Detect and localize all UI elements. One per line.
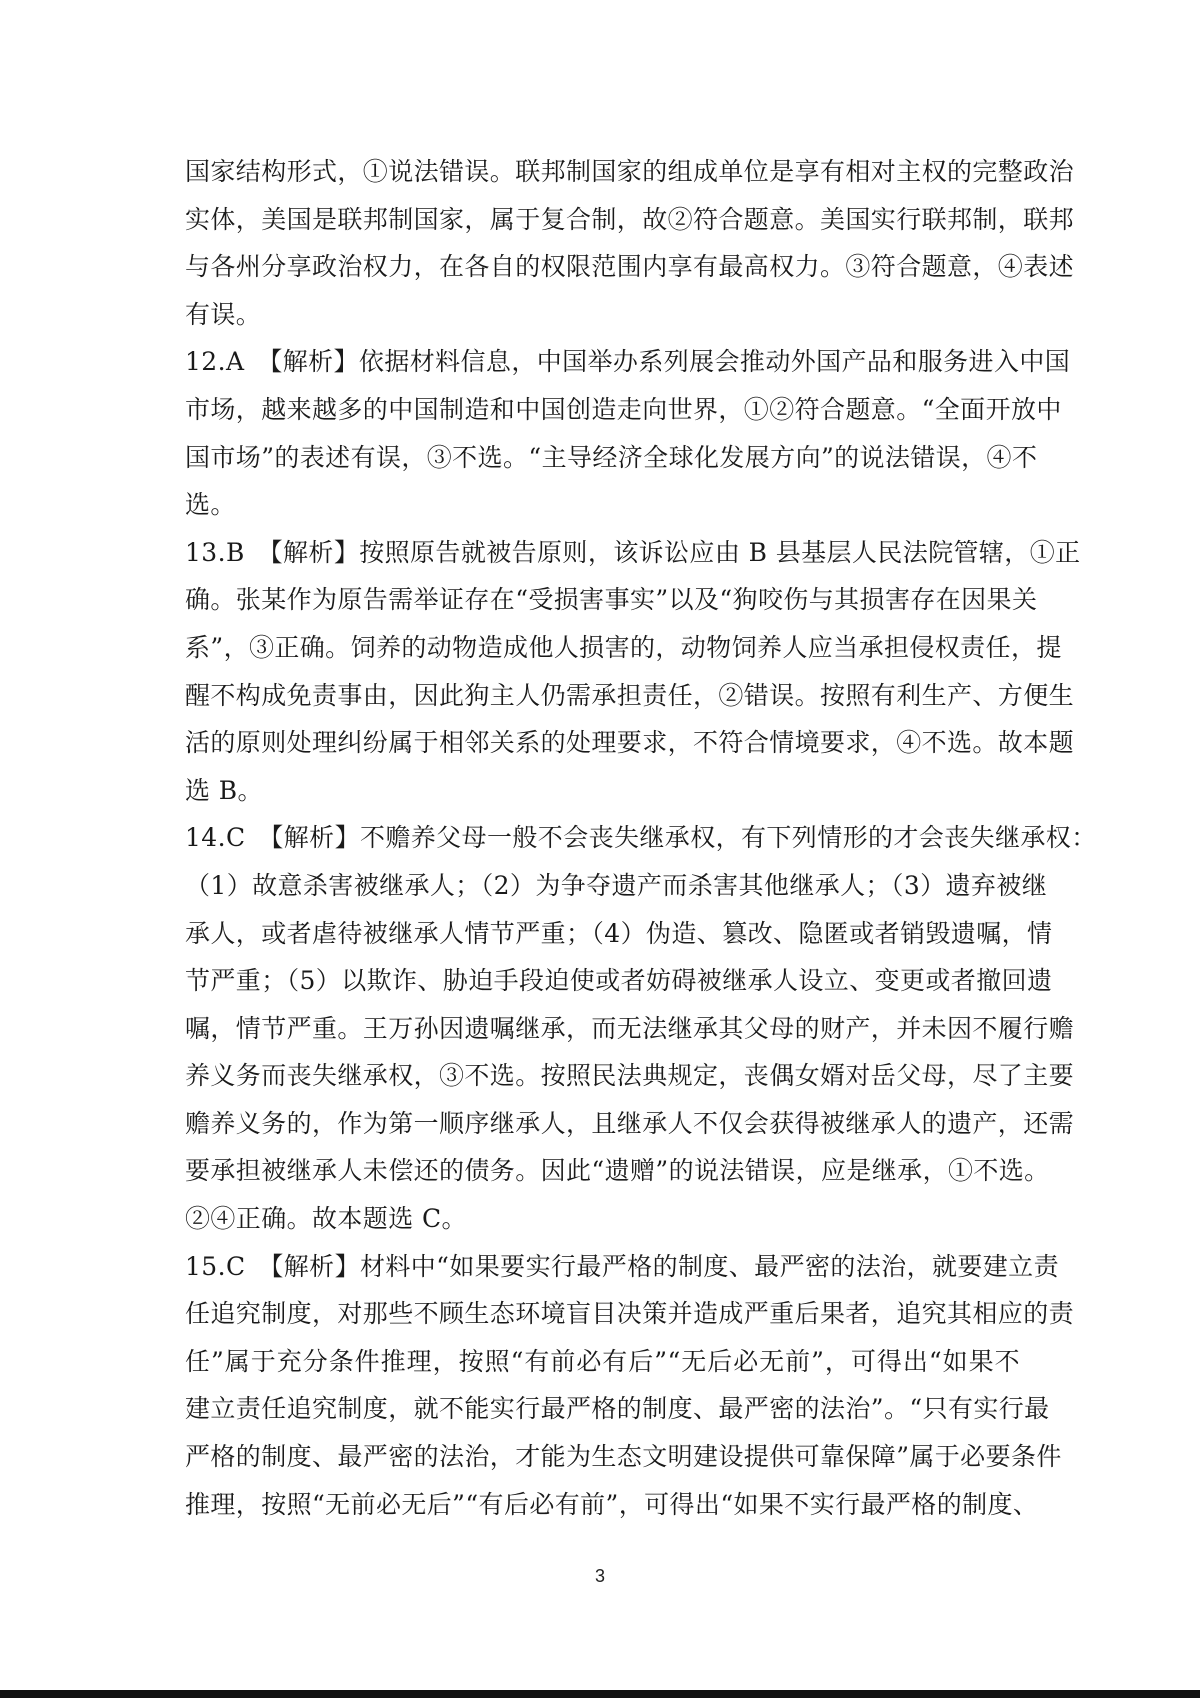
text-line: 严格的制度、最严密的法治，才能为生态文明建设提供可靠保障”属于必要条件 [185,1442,1062,1472]
text-line: 国家结构形式，①说法错误。联邦制国家的组成单位是享有相对主权的完整政治 [185,157,1075,186]
text-line: 赡养义务的，作为第一顺序继承人，且继承人不仅会获得被继承人的遗产，还需 [185,1108,1075,1138]
text-line: 14.C 【解析】不赡养父母一般不会丧失继承权，有下列情形的才会丧失继承权： [185,823,1097,853]
bottom-scan-edge [0,1690,1200,1698]
text-line: 12.A 【解析】依据材料信息，中国举办系列展会推动外国产品和服务进入中国 [185,347,1071,377]
text-line: 嘱，情节严重。王万孙因遗嘱继承，而无法继承其父母的财产，并未因不履行赡 [185,1013,1075,1043]
text-line: 活的原则处理纠纷属于相邻关系的处理要求，不符合情境要求，④不选。故本题 [185,728,1075,758]
text-line: 选。 [185,490,236,520]
text-line: 国市场”的表述有误，③不选。“主导经济全球化发展方向”的说法错误，④不 [185,442,1038,472]
text-line: ②④正确。故本题选 C。 [185,1204,467,1234]
text-line: 养义务而丧失继承权，③不选。按照民法典规定，丧偶女婿对岳父母，尽了主要 [185,1061,1075,1091]
text-line: 任追究制度，对那些不顾生态环境盲目决策并造成严重后果者，追究其相应的责 [185,1299,1075,1329]
text-line: 醒不构成免责事由，因此狗主人仍需承担责任，②错误。按照有利生产、方便生 [185,680,1075,710]
text-line: 15.C 【解析】材料中“如果要实行最严格的制度、最严密的法治，就要建立责 [185,1251,1059,1281]
text-line: 有误。 [185,299,262,329]
text-line: 确。张某作为原告需举证存在“受损害事实”以及“狗咬伤与其损害存在因果关 [185,585,1038,615]
text-line: 任”属于充分条件推理，按照“有前必有后”“无后必无前”，可得出“如果不 [185,1346,1020,1376]
text-line: 系”，③正确。饲养的动物造成他人损害的，动物饲养人应当承担侵权责任，提 [185,632,1062,662]
text-line: 与各州分享政治权力，在各自的权限范围内享有最高权力。③符合题意，④表述 [185,252,1075,282]
text-line: 承人，或者虐待被继承人情节严重；（4）伪造、篡改、隐匿或者销毁遗嘱，情 [185,918,1053,948]
text-line: 实体，美国是联邦制国家，属于复合制，故②符合题意。美国实行联邦制，联邦 [185,204,1075,234]
text-line: 推理，按照“无前必无后”“有后必有前”，可得出“如果不实行最严格的制度、 [185,1489,1039,1519]
text-line: 要承担被继承人未偿还的债务。因此“遗赠”的说法错误，应是继承，①不选。 [185,1156,1050,1186]
text-line: 13.B 【解析】按照原告就被告原则，该诉讼应由 B 县基层人民法院管辖，①正 [185,537,1081,567]
text-line: 建立责任追究制度，就不能实行最严格的制度、最严密的法治”。“只有实行最 [185,1394,1050,1424]
text-line: 市场，越来越多的中国制造和中国创造走向世界，①②符合题意。“全面开放中 [185,394,1062,424]
text-line: 选 B。 [185,775,263,805]
page-number: 3 [594,1566,605,1586]
text-line: （1）故意杀害被继承人；（2）为争夺遗产而杀害其他继承人；（3）遗弃被继 [185,870,1048,900]
text-line: 节严重；（5）以欺诈、胁迫手段迫使或者妨碍被继承人设立、变更或者撤回遗 [185,966,1053,996]
answer-explanation-text [185,148,1097,1528]
